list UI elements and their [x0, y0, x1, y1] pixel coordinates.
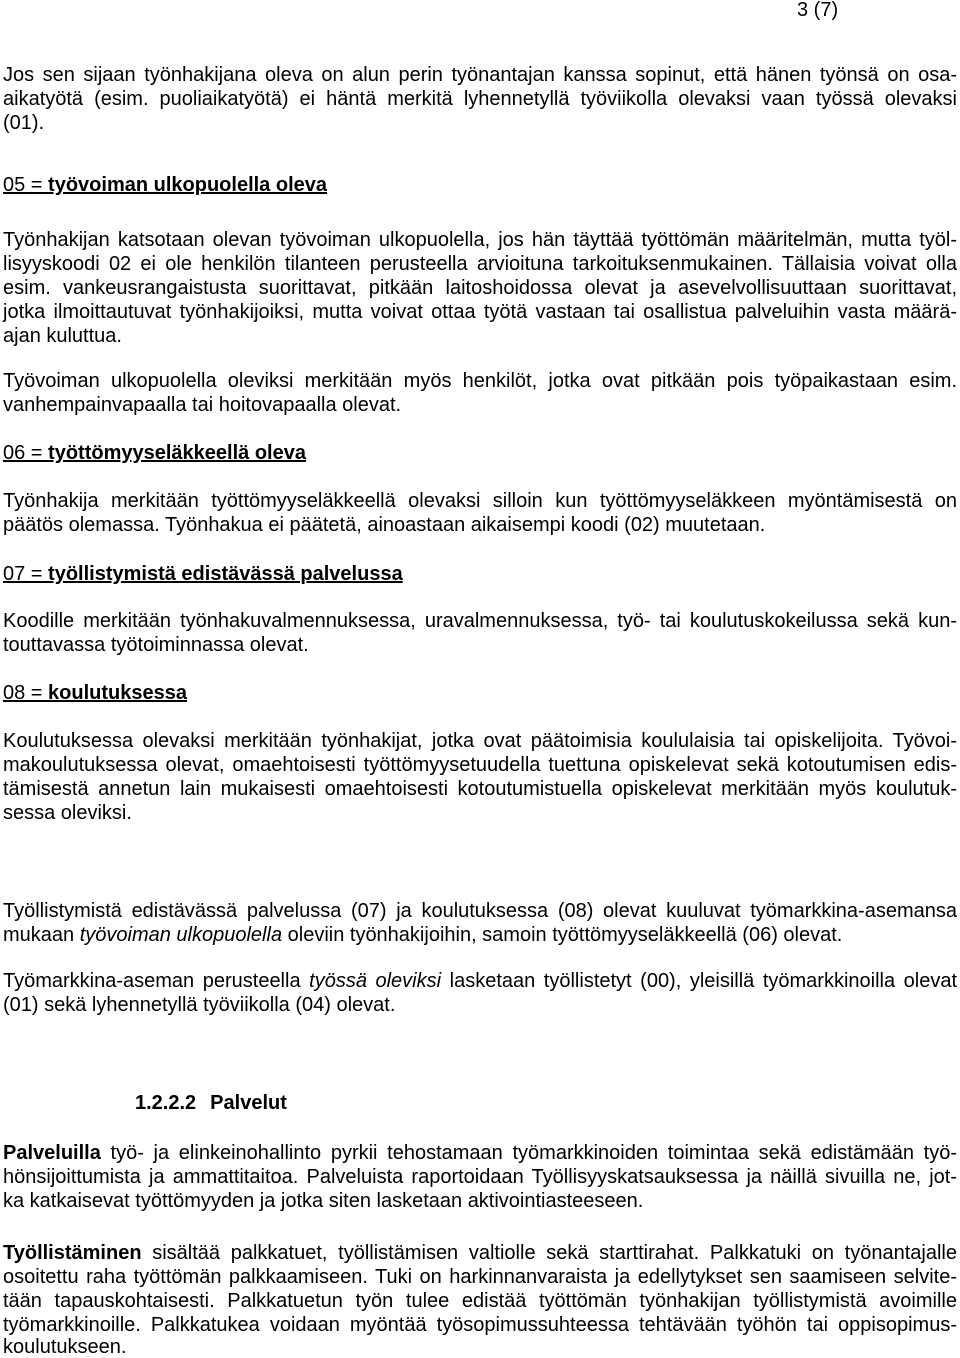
heading-code: 05 = — [3, 174, 43, 196]
heading-code-05 — [3, 173, 957, 197]
paragraph-line: Työllistymistä edistävässä palvelussa (07) ja koulutuksessa (08) olevat kuuluvat työmarkkina-asemansa — [3, 900, 957, 922]
paragraph-outside-labour-force — [3, 228, 957, 348]
heading-title: työttömyyseläkkeellä oleva — [48, 442, 306, 464]
italic-emphasis: työssä oleviksi — [309, 970, 442, 992]
heading-title: työvoiman ulkopuolella oleva — [48, 174, 328, 196]
bold-term: Työllistäminen — [3, 1242, 142, 1264]
paragraph-line — [3, 923, 957, 947]
text-segment: lasketaan työllistetyt (00), yleisillä työmarkkinoilla olevat — [449, 970, 958, 992]
paragraph-employment — [3, 1241, 957, 1357]
heading-title: työllistymistä edistävässä palvelussa — [48, 563, 403, 585]
paragraph-line: ajan kuluttua. — [3, 325, 122, 347]
section-heading — [135, 1091, 535, 1115]
heading-code-08 — [3, 681, 957, 705]
paragraph-line: työmarkkinoille. Palkkatukea voidaan myöntää työsopimussuhteessa tehtävään työhön tai oppisopimus- — [3, 1314, 957, 1336]
heading-line — [3, 681, 957, 705]
paragraph-line — [3, 1241, 957, 1265]
paragraph-line: aikatyötä (esim. puoliaikatyötä) ei häntä merkitä lyhennetyllä työviikolla olevaksi vaan työssä olevaksi — [3, 88, 957, 110]
paragraph-line: tämisestä annetun lain mukaisesti omaehtoisesti kotoutumistuella opiskelevat merkitään myös koulutuk- — [3, 778, 957, 800]
paragraph-line: Työnhakijan katsotaan olevan työvoiman ulkopuolella, jos hän täyttää työttömän määritelmän, mutta työl- — [3, 229, 957, 251]
paragraph-line: touttavassa työtoiminnassa olevat. — [3, 634, 309, 656]
heading-line — [3, 441, 957, 465]
paragraph-in-education — [3, 729, 957, 825]
paragraph-line: Jos sen sijaan työnhakijana oleva on alun perin työnantajan kanssa sopinut, että hänen työnsä on osa- — [3, 64, 957, 86]
paragraph-line: Työvoiman ulkopuolella oleviksi merkitään myös henkilöt, jotka ovat pitkään pois työpaikastaan esim. — [3, 370, 957, 392]
heading-title: koulutuksessa — [48, 682, 187, 704]
paragraph-line: Koulutuksessa olevaksi merkitään työnhakijat, jotka ovat päätoimisia koululaisia tai opiskelijoita. Työvoi- — [3, 730, 957, 752]
page-number: 3 (7) — [797, 0, 839, 21]
paragraph-line — [3, 1141, 957, 1165]
paragraph-line: hönsijoittumista ja ammattitaitoa. Palveluista raportoidaan Työllisyyskatsauksessa ja näillä sivuilla ne, jot- — [3, 1166, 957, 1188]
paragraph-line: makoulutuksessa olevat, omaehtoisesti työttömyysetuudella tuettuna opiskelevat sekä kotoutumisen edis- — [3, 754, 957, 776]
text-segment: mukaan — [3, 924, 75, 946]
paragraph-line: Koodille merkitään työnhakuvalmennuksessa, uravalmennuksessa, työ- tai koulutuskokeilussa sekä kun- — [3, 610, 957, 632]
text-segment: Työmarkkina-aseman perusteella — [3, 970, 301, 992]
text-segment: oleviin työnhakijoihin, samoin työttömyyseläkkeellä (06) olevat. — [287, 924, 843, 946]
paragraph-labour-market-status-outside — [3, 899, 957, 947]
paragraph-line: päätös olemassa. Työnhakua ei päätetä, ainoastaan aikaisempi koodi (02) muutetaan. — [3, 514, 766, 536]
heading-code: 07 = — [3, 563, 43, 585]
paragraph-line: Työnhakija merkitään työttömyyseläkkeellä olevaksi silloin kun työttömyyseläkkeen myöntämisestä on — [3, 490, 957, 512]
heading-line — [3, 562, 957, 586]
paragraph-line: lisyyskoodi 02 ei ole henkilön tilanteen perusteella arvioituna tarkoituksenmukainen. Tällaisia voivat olla — [3, 253, 957, 275]
paragraph-employment-services — [3, 609, 957, 657]
heading-code-07 — [3, 562, 957, 586]
paragraph-line — [3, 969, 957, 993]
paragraph-line: (01) sekä lyhennetyllä työviikolla (04) olevat. — [3, 994, 396, 1016]
paragraph-line: sessa oleviksi. — [3, 802, 132, 824]
heading-line — [3, 173, 957, 197]
paragraph-long-absence — [3, 369, 957, 417]
heading-code: 08 = — [3, 682, 43, 704]
bold-term: Palveluilla — [3, 1142, 101, 1164]
section-number: 1.2.2.2 — [135, 1092, 197, 1114]
paragraph-services — [3, 1141, 957, 1213]
text-segment: sisältää palkkatuet, työllistämisen valtiolle sekä starttirahat. Palkkatuki on työnantajalle — [152, 1242, 957, 1264]
paragraph-line: koulutukseen. — [3, 1336, 127, 1358]
heading-line — [135, 1091, 535, 1115]
paragraph-line: ka katkaisevat työttömyyden ja jotka siten lasketaan aktivointiasteeseen. — [3, 1190, 644, 1212]
paragraph-line: tään tapauskohtaisesti. Palkkatuetun työn tulee edistää työttömän työnhakijan työllistymistä avoimille — [3, 1290, 957, 1312]
paragraph-line: vanhempainvapaalla tai hoitovapaalla olevat. — [3, 394, 402, 416]
paragraph-line: esim. vankeusrangaistusta suorittavat, pitkään laitoshoidossa olevat ja asevelvollisuuttaan suorittavat, — [3, 277, 957, 299]
italic-emphasis: työvoiman ulkopuolella — [79, 924, 283, 946]
heading-code: 06 = — [3, 442, 43, 464]
paragraph-unemployment-pension — [3, 489, 957, 537]
text-segment: työ- ja elinkeinohallinto pyrkii tehostamaan työmarkkinoiden toimintaa sekä edistämään työ- — [110, 1142, 957, 1164]
section-title: Palvelut — [210, 1092, 287, 1114]
paragraph-part-time-note — [3, 63, 957, 135]
paragraph-line: jotka ilmoittautuvat työnhakijoiksi, mutta voivat ottaa työtä vastaan tai osallistua palveluihin vasta määrä- — [3, 301, 957, 323]
paragraph-line: osoitettu raha työttömän palkkaamiseen. Tuki on harkinnanvaraista ja edellytykset sen saamiseen selvite- — [3, 1266, 957, 1288]
heading-code-06 — [3, 441, 957, 465]
paragraph-labour-market-status-employed — [3, 969, 957, 1017]
paragraph-line: (01). — [3, 112, 45, 134]
